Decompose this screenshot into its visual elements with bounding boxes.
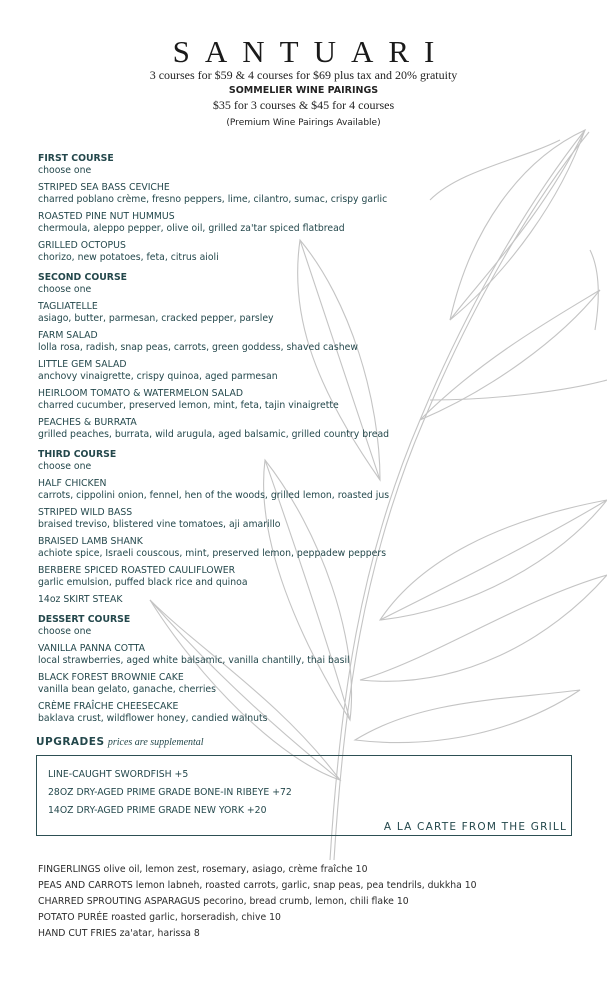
- menu-item: [38, 211, 578, 235]
- menu-item-name: HALF CHICKEN: [38, 478, 107, 489]
- menu-item-name: BERBERE SPICED ROASTED CAULIFLOWER: [38, 565, 236, 576]
- menu-item: [38, 536, 578, 560]
- course-note: choose one: [38, 626, 92, 637]
- sides-list: [38, 862, 477, 942]
- sommelier-title: SOMMELIER WINE PAIRINGS: [228, 85, 379, 96]
- side-item: [38, 910, 477, 926]
- side-name: FINGERLINGS: [38, 864, 101, 875]
- course-title: DESSERT COURSE: [38, 614, 131, 625]
- premium-wine-note: (Premium Wine Pairings Available): [226, 118, 381, 128]
- course-title: FIRST COURSE: [38, 153, 114, 164]
- side-description: roasted garlic, horseradish, chive 10: [111, 912, 281, 923]
- sommelier-pricing: $35 for 3 courses & $45 for 4 courses: [212, 98, 395, 112]
- side-item: [38, 878, 477, 894]
- course-section: [38, 449, 578, 606]
- course-note: choose one: [38, 284, 92, 295]
- side-item: [38, 862, 477, 878]
- menu-item-description: chermoula, aleppo pepper, olive oil, grilled za'tar spiced flatbread: [38, 223, 345, 234]
- course-title: SECOND COURSE: [38, 272, 127, 283]
- side-description: olive oil, lemon zest, rosemary, asiago, crème fraîche 10: [103, 864, 368, 875]
- menu-item-name: STRIPED SEA BASS CEVICHE: [38, 182, 170, 193]
- menu-item-description: vanilla bean gelato, ganache, cherries: [38, 684, 216, 695]
- menu-item-description: local strawberries, aged white balsamic, vanilla chantilly, thai basil: [38, 655, 350, 666]
- course-section: [38, 272, 578, 441]
- upgrades-box: [36, 755, 572, 836]
- menu-item-description: asiago, butter, parmesan, cracked pepper, parsley: [38, 313, 274, 324]
- course-note: choose one: [38, 165, 92, 176]
- menu-item: [38, 594, 578, 606]
- menu-item: [38, 301, 578, 325]
- upgrades-note: prices are supplemental: [107, 737, 204, 748]
- menu-item-description: chorizo, new potatoes, feta, citrus aioli: [38, 252, 219, 263]
- menu-item-name: PEACHES & BURRATA: [38, 417, 137, 428]
- side-description: pecorino, bread crumb, lemon, chili flake 10: [203, 896, 409, 907]
- menu-item: [38, 182, 578, 206]
- menu-item-description: garlic emulsion, puffed black rice and quinoa: [38, 577, 248, 588]
- side-name: CHARRED SPROUTING ASPARAGUS: [38, 896, 201, 907]
- side-name: PEAS AND CARROTS: [38, 880, 133, 891]
- menu-item-name: FARM SALAD: [38, 330, 98, 341]
- side-description: za'atar, harissa 8: [119, 928, 200, 939]
- menu-item-description: anchovy vinaigrette, crispy quinoa, aged parmesan: [38, 371, 278, 382]
- upgrade-item: 28OZ DRY-AGED PRIME GRADE BONE-IN RIBEYE +72: [48, 787, 292, 798]
- course-section: [38, 153, 578, 264]
- menu-item-name: CRÈME FRAÎCHE CHEESECAKE: [38, 701, 179, 712]
- menu-item-name: ROASTED PINE NUT HUMMUS: [38, 211, 175, 222]
- menu-item: [38, 417, 578, 441]
- upgrades-title: UPGRADES: [36, 736, 105, 748]
- side-description: lemon labneh, roasted carrots, garlic, snap peas, pea tendrils, dukkha 10: [135, 880, 477, 891]
- menu-item-name: BRAISED LAMB SHANK: [38, 536, 143, 547]
- menu-item: [38, 507, 578, 531]
- restaurant-name: SANTUARI: [172, 34, 450, 69]
- side-item: [38, 894, 477, 910]
- course-menu: [38, 153, 578, 725]
- side-name: POTATO PURÉE: [38, 912, 109, 923]
- menu-item: [38, 240, 578, 264]
- menu-item-name: STRIPED WILD BASS: [38, 507, 133, 518]
- menu-item: [38, 359, 578, 383]
- menu-item: [38, 701, 578, 725]
- menu-item-description: baklava crust, wildflower honey, candied walnuts: [38, 713, 268, 724]
- menu-item-description: braised treviso, blistered vine tomatoes, aji amarillo: [38, 519, 281, 530]
- menu-item-description: lolla rosa, radish, snap peas, carrots, green goddess, shaved cashew: [38, 342, 358, 353]
- menu-item: [38, 565, 578, 589]
- menu-item-name: TAGLIATELLE: [38, 301, 98, 312]
- menu-item-name: LITTLE GEM SALAD: [38, 359, 127, 370]
- menu-item: [38, 388, 578, 412]
- menu-item-description: charred poblano crème, fresno peppers, lime, cilantro, sumac, crispy garlic: [38, 194, 388, 205]
- menu-item: [38, 643, 578, 667]
- menu-item-description: charred cucumber, preserved lemon, mint, feta, tajin vinaigrette: [38, 400, 339, 411]
- course-section: [38, 614, 578, 725]
- menu-item-name: 14oz SKIRT STEAK: [38, 594, 123, 605]
- menu-item-description: grilled peaches, burrata, wild arugula, aged balsamic, grilled country bread: [38, 429, 390, 440]
- grill-label: A LA CARTE FROM THE GRILL: [383, 821, 567, 833]
- course-title: THIRD COURSE: [38, 449, 117, 460]
- upgrades-heading: [36, 736, 204, 748]
- course-note: choose one: [38, 461, 92, 472]
- side-name: HAND CUT FRIES: [38, 928, 117, 939]
- menu-item-name: VANILLA PANNA COTTA: [38, 643, 145, 654]
- menu-item: [38, 330, 578, 354]
- menu-item: [38, 672, 578, 696]
- upgrade-item: 14OZ DRY-AGED PRIME GRADE NEW YORK +20: [48, 805, 267, 816]
- upgrade-item: LINE-CAUGHT SWORDFISH +5: [48, 769, 189, 780]
- menu-item-name: HEIRLOOM TOMATO & WATERMELON SALAD: [38, 388, 243, 399]
- course-pricing: 3 courses for $59 & 4 courses for $69 plus tax and 20% gratuity: [149, 68, 458, 82]
- menu-item-name: GRILLED OCTOPUS: [38, 240, 126, 251]
- menu-header: [0, 36, 607, 130]
- menu-item-description: achiote spice, Israeli couscous, mint, preserved lemon, peppadew peppers: [38, 548, 387, 559]
- menu-item-name: BLACK FOREST BROWNIE CAKE: [38, 672, 184, 683]
- menu-item-description: carrots, cippolini onion, fennel, hen of the woods, grilled lemon, roasted jus: [38, 490, 390, 501]
- menu-item: [38, 478, 578, 502]
- side-item: [38, 926, 477, 942]
